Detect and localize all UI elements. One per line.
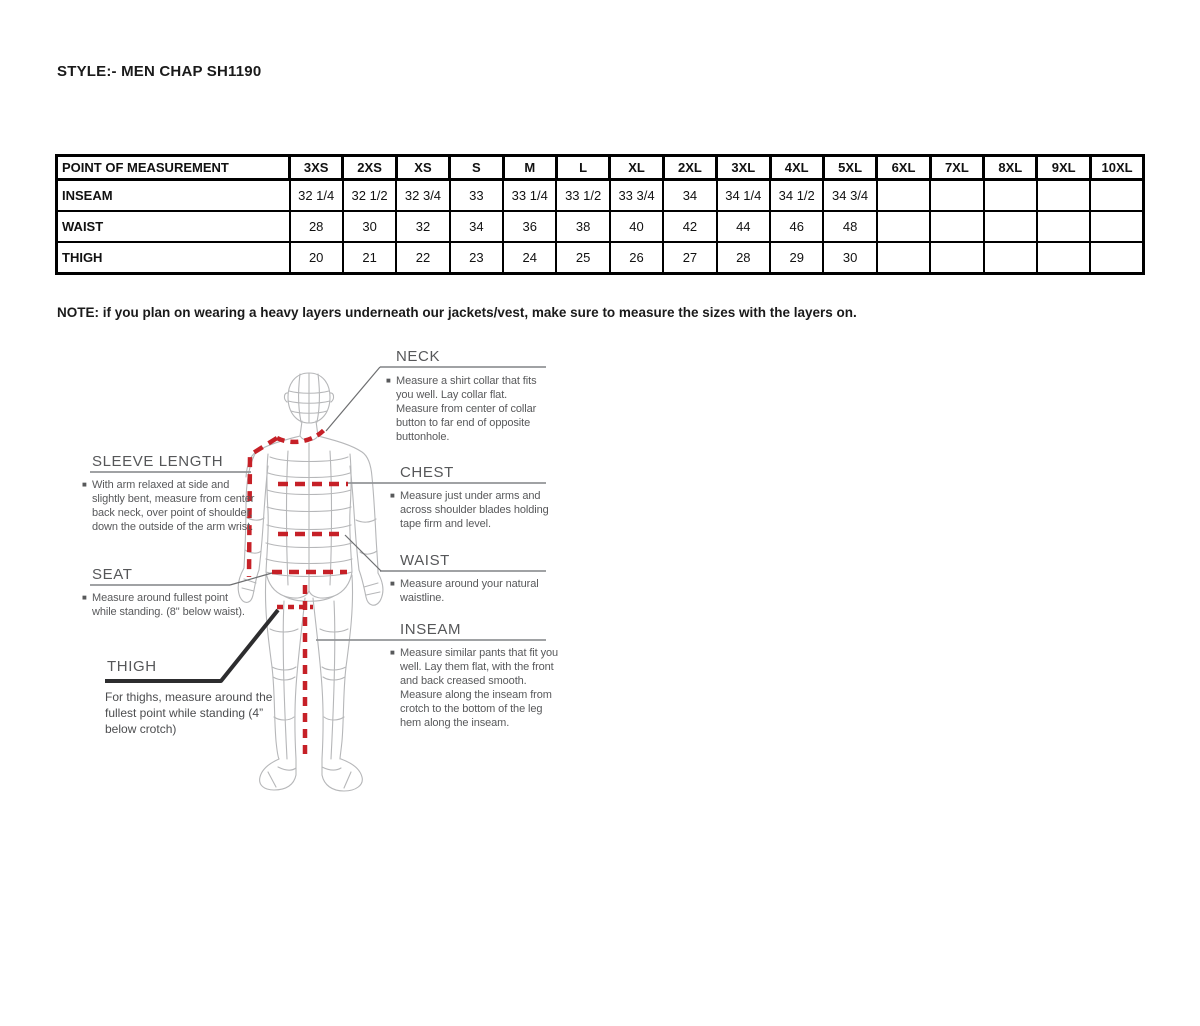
size-value-cell: 40 — [610, 211, 663, 242]
size-value-cell: 24 — [503, 242, 556, 274]
size-value-cell — [877, 211, 930, 242]
page-title: STYLE:- MEN CHAP SH1190 — [57, 63, 262, 80]
measurement-row-label: INSEAM — [57, 180, 290, 212]
size-value-cell — [877, 180, 930, 212]
bullet-icon: ■ — [390, 648, 395, 657]
bullet-icon: ■ — [390, 491, 395, 500]
size-value-cell: 46 — [770, 211, 823, 242]
chest-label: CHEST — [400, 464, 454, 481]
measurement-row-label: THIGH — [57, 242, 290, 274]
size-value-cell: 38 — [556, 211, 609, 242]
size-column-header: 3XS — [290, 156, 343, 180]
table-row — [57, 211, 1144, 242]
size-column-header: 10XL — [1090, 156, 1143, 180]
inseam-description: ■ Measure similar pants that fit you well. Lay them flat, with the front and back creased smooth. Measure along the inseam from crotch to the bottom of the leg hem along the inseam. — [390, 647, 559, 730]
size-value-cell — [1090, 242, 1143, 274]
size-value-cell: 44 — [717, 211, 770, 242]
size-column-header: 8XL — [984, 156, 1037, 180]
table-row — [57, 242, 1144, 274]
size-value-cell: 26 — [610, 242, 663, 274]
size-value-cell: 32 3/4 — [396, 180, 449, 212]
sleeve-length-label: SLEEVE LENGTH — [92, 453, 224, 470]
waist-description: ■ Measure around your natural waistline. — [390, 578, 539, 605]
seat-label: SEAT — [92, 566, 133, 583]
size-value-cell — [984, 242, 1037, 274]
size-value-cell — [1090, 211, 1143, 242]
size-value-cell: 34 1/2 — [770, 180, 823, 212]
size-value-cell: 34 3/4 — [823, 180, 876, 212]
bullet-icon: ■ — [82, 593, 87, 602]
size-value-cell: 48 — [823, 211, 876, 242]
size-value-cell: 28 — [717, 242, 770, 274]
size-value-cell: 21 — [343, 242, 396, 274]
size-column-header: 4XL — [770, 156, 823, 180]
size-value-cell: 32 1/4 — [290, 180, 343, 212]
bullet-icon: ■ — [82, 480, 87, 489]
sleeve-length-description: ■ With arm relaxed at side and slightly bent, measure from center back neck, over point of shoulder, down the outside of the arm wrist. — [82, 479, 255, 534]
size-value-cell: 34 — [450, 211, 503, 242]
size-value-cell: 25 — [556, 242, 609, 274]
size-table-wrapper — [55, 154, 1145, 275]
header-row — [57, 156, 1144, 180]
size-value-cell — [877, 242, 930, 274]
measurement-row-label: WAIST — [57, 211, 290, 242]
neck-label: NECK — [396, 348, 441, 365]
bullet-icon: ■ — [390, 579, 395, 588]
size-value-cell: 34 — [663, 180, 716, 212]
size-value-cell — [1090, 180, 1143, 212]
size-value-cell: 32 — [396, 211, 449, 242]
size-value-cell: 32 1/2 — [343, 180, 396, 212]
size-value-cell: 33 — [450, 180, 503, 212]
chest-description: ■ Measure just under arms and across shoulder blades holding tape firm and level. — [390, 490, 549, 531]
size-value-cell: 27 — [663, 242, 716, 274]
size-value-cell: 30 — [823, 242, 876, 274]
size-value-cell: 28 — [290, 211, 343, 242]
size-column-header: 7XL — [930, 156, 983, 180]
bullet-icon: ■ — [386, 376, 391, 385]
size-value-cell: 29 — [770, 242, 823, 274]
inseam-label: INSEAM — [400, 621, 462, 638]
table-row — [57, 180, 1144, 212]
size-column-header: 2XS — [343, 156, 396, 180]
size-column-header: XS — [396, 156, 449, 180]
size-value-cell: 20 — [290, 242, 343, 274]
size-value-cell — [984, 211, 1037, 242]
size-column-header: 3XL — [717, 156, 770, 180]
size-value-cell: 33 1/2 — [556, 180, 609, 212]
size-value-cell: 23 — [450, 242, 503, 274]
size-column-header: 2XL — [663, 156, 716, 180]
note-text: NOTE: if you plan on wearing a heavy layers underneath our jackets/vest, make sure to measure the sizes with the layers on. — [57, 305, 857, 320]
size-value-cell: 42 — [663, 211, 716, 242]
thigh-label: THIGH — [107, 658, 157, 675]
size-value-cell — [984, 180, 1037, 212]
size-value-cell — [930, 242, 983, 274]
size-value-cell — [930, 180, 983, 212]
size-column-header: 9XL — [1037, 156, 1090, 180]
size-value-cell — [930, 211, 983, 242]
size-column-header: M — [503, 156, 556, 180]
size-column-header: S — [450, 156, 503, 180]
measurement-diagram — [60, 335, 620, 815]
size-value-cell: 33 3/4 — [610, 180, 663, 212]
size-column-header: 5XL — [823, 156, 876, 180]
size-value-cell: 36 — [503, 211, 556, 242]
size-column-header: XL — [610, 156, 663, 180]
point-of-measurement-header: POINT OF MEASUREMENT — [57, 156, 290, 180]
neck-description: ■ Measure a shirt collar that fits you well. Lay collar flat. Measure from center of collar button to far end of opposite buttonhole. — [386, 375, 537, 444]
thigh-description: For thighs, measure around the fullest point while standing (4” below crotch) — [105, 690, 273, 737]
waist-label: WAIST — [400, 552, 450, 569]
size-value-cell: 34 1/4 — [717, 180, 770, 212]
size-value-cell: 22 — [396, 242, 449, 274]
seat-description: ■ Measure around fullest point while standing. (8" below waist). — [82, 592, 245, 619]
size-value-cell — [1037, 180, 1090, 212]
size-column-header: 6XL — [877, 156, 930, 180]
size-value-cell — [1037, 211, 1090, 242]
size-column-header: L — [556, 156, 609, 180]
size-table — [55, 154, 1145, 275]
size-value-cell — [1037, 242, 1090, 274]
size-value-cell: 30 — [343, 211, 396, 242]
size-value-cell: 33 1/4 — [503, 180, 556, 212]
